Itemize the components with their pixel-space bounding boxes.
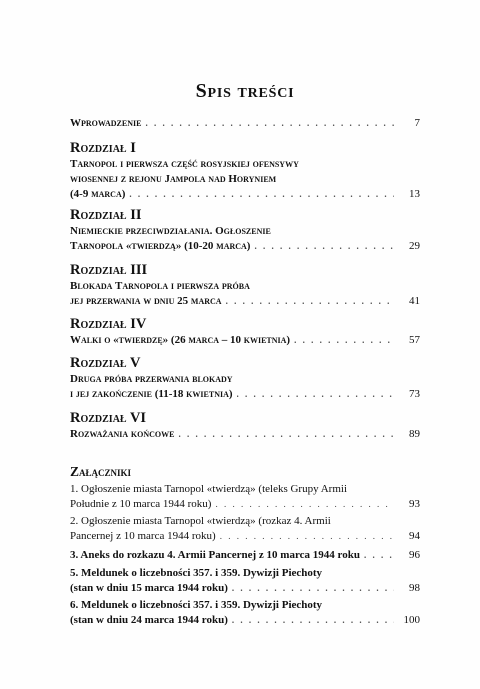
- page-number: 94: [409, 530, 420, 542]
- dot-leader: [226, 294, 394, 309]
- page-number: 96: [409, 549, 420, 561]
- toc-entry-chapter-2: [70, 207, 420, 254]
- page-number: 89: [409, 428, 420, 440]
- chapter-title-line: Tarnopol i pierwsza część rosyjskiej ofensywy: [70, 158, 299, 170]
- dot-leader: [254, 239, 394, 254]
- dot-leader: [178, 427, 394, 442]
- annex-heading: Załączniki: [70, 464, 132, 479]
- annex-item-line: 6. Meldunek o liczebności 357. i 359. Dywizji Piechoty: [70, 599, 323, 611]
- annex-section: [70, 464, 420, 480]
- entry-label: Wprowadzenie: [70, 117, 142, 129]
- chapter-title-line: wiosennej z rejonu Jampola nad Horyniem: [70, 173, 277, 185]
- annex-item-6: [70, 598, 420, 628]
- chapter-title-line: jej przerwania w dniu 25 marca: [70, 295, 222, 307]
- chapter-title-line: Niemieckie przeciwdziałania. Ogłoszenie: [70, 225, 271, 237]
- chapter-heading: Rozdział III: [70, 262, 148, 278]
- dot-leader: [129, 187, 394, 202]
- annex-item-2: [70, 514, 420, 544]
- annex-item-line: 5. Meldunek o liczebności 357. i 359. Dywizji Piechoty: [70, 567, 323, 579]
- toc-entry-chapter-1: [70, 140, 420, 202]
- chapter-title-line: (4-9 marca): [70, 188, 126, 200]
- annex-item-3: [70, 548, 420, 563]
- toc-entry-chapter-4: [70, 316, 420, 348]
- page-number: 100: [403, 614, 420, 626]
- dot-leader: [294, 333, 394, 348]
- chapter-title-line: Walki o «twierdzę» (26 marca – 10 kwietnia): [70, 334, 291, 346]
- annex-item-line: (stan w dniu 15 marca 1944 roku): [70, 582, 228, 594]
- annex-item-5: [70, 566, 420, 596]
- chapter-title-line: Blokada Tarnopola i pierwsza próba: [70, 280, 250, 292]
- annex-item-line: 3. Aneks do rozkazu 4. Armii Pancernej z 10 marca 1944 roku: [70, 549, 360, 561]
- dot-leader: [232, 613, 394, 628]
- annex-item-line: 2. Ogłoszenie miasta Tarnopol «twierdzą» (rozkaz 4. Armii: [70, 515, 331, 527]
- chapter-heading: Rozdział VI: [70, 410, 147, 426]
- annex-item-line: 1. Ogłoszenie miasta Tarnopol «twierdzą» (teleks Grupy Armii: [70, 483, 348, 495]
- page-title: Spis treści: [195, 80, 295, 102]
- annex-item-1: [70, 482, 420, 512]
- annex-item-line: Południe z 10 marca 1944 roku): [70, 498, 212, 510]
- dot-leader: [237, 387, 394, 402]
- dot-leader: [232, 581, 394, 596]
- toc-entry-chapter-6: [70, 410, 420, 442]
- dot-leader: [220, 529, 394, 544]
- page-number: 41: [409, 295, 420, 307]
- page-number: 73: [409, 388, 420, 400]
- page-number: 57: [409, 334, 420, 346]
- toc-entry-chapter-3: [70, 262, 420, 309]
- annex-item-line: Pancernej z 10 marca 1944 roku): [70, 530, 216, 542]
- chapter-heading: Rozdział II: [70, 207, 142, 223]
- page-number: 29: [409, 240, 420, 252]
- chapter-title-line: Druga próba przerwania blokady: [70, 373, 233, 385]
- chapter-title-line: i jej zakończenie (11-18 kwietnia): [70, 388, 233, 400]
- chapter-heading: Rozdział I: [70, 140, 136, 156]
- toc-entry-chapter-5: [70, 355, 420, 402]
- dot-leader: [145, 116, 394, 131]
- annex-item-line: (stan w dniu 24 marca 1944 roku): [70, 614, 228, 626]
- chapter-heading: Rozdział V: [70, 355, 141, 371]
- chapter-title-line: Rozważania końcowe: [70, 428, 175, 440]
- page-number: 13: [409, 188, 420, 200]
- dot-leader: [364, 548, 394, 563]
- chapter-title-line: Tarnopola «twierdzą» (10-20 marca): [70, 240, 251, 252]
- chapter-heading: Rozdział IV: [70, 316, 147, 332]
- page-number: 7: [414, 117, 420, 129]
- dot-leader: [215, 497, 394, 512]
- page-number: 93: [409, 498, 420, 510]
- page-number: 98: [409, 582, 420, 594]
- toc-entry-introduction: [70, 116, 420, 131]
